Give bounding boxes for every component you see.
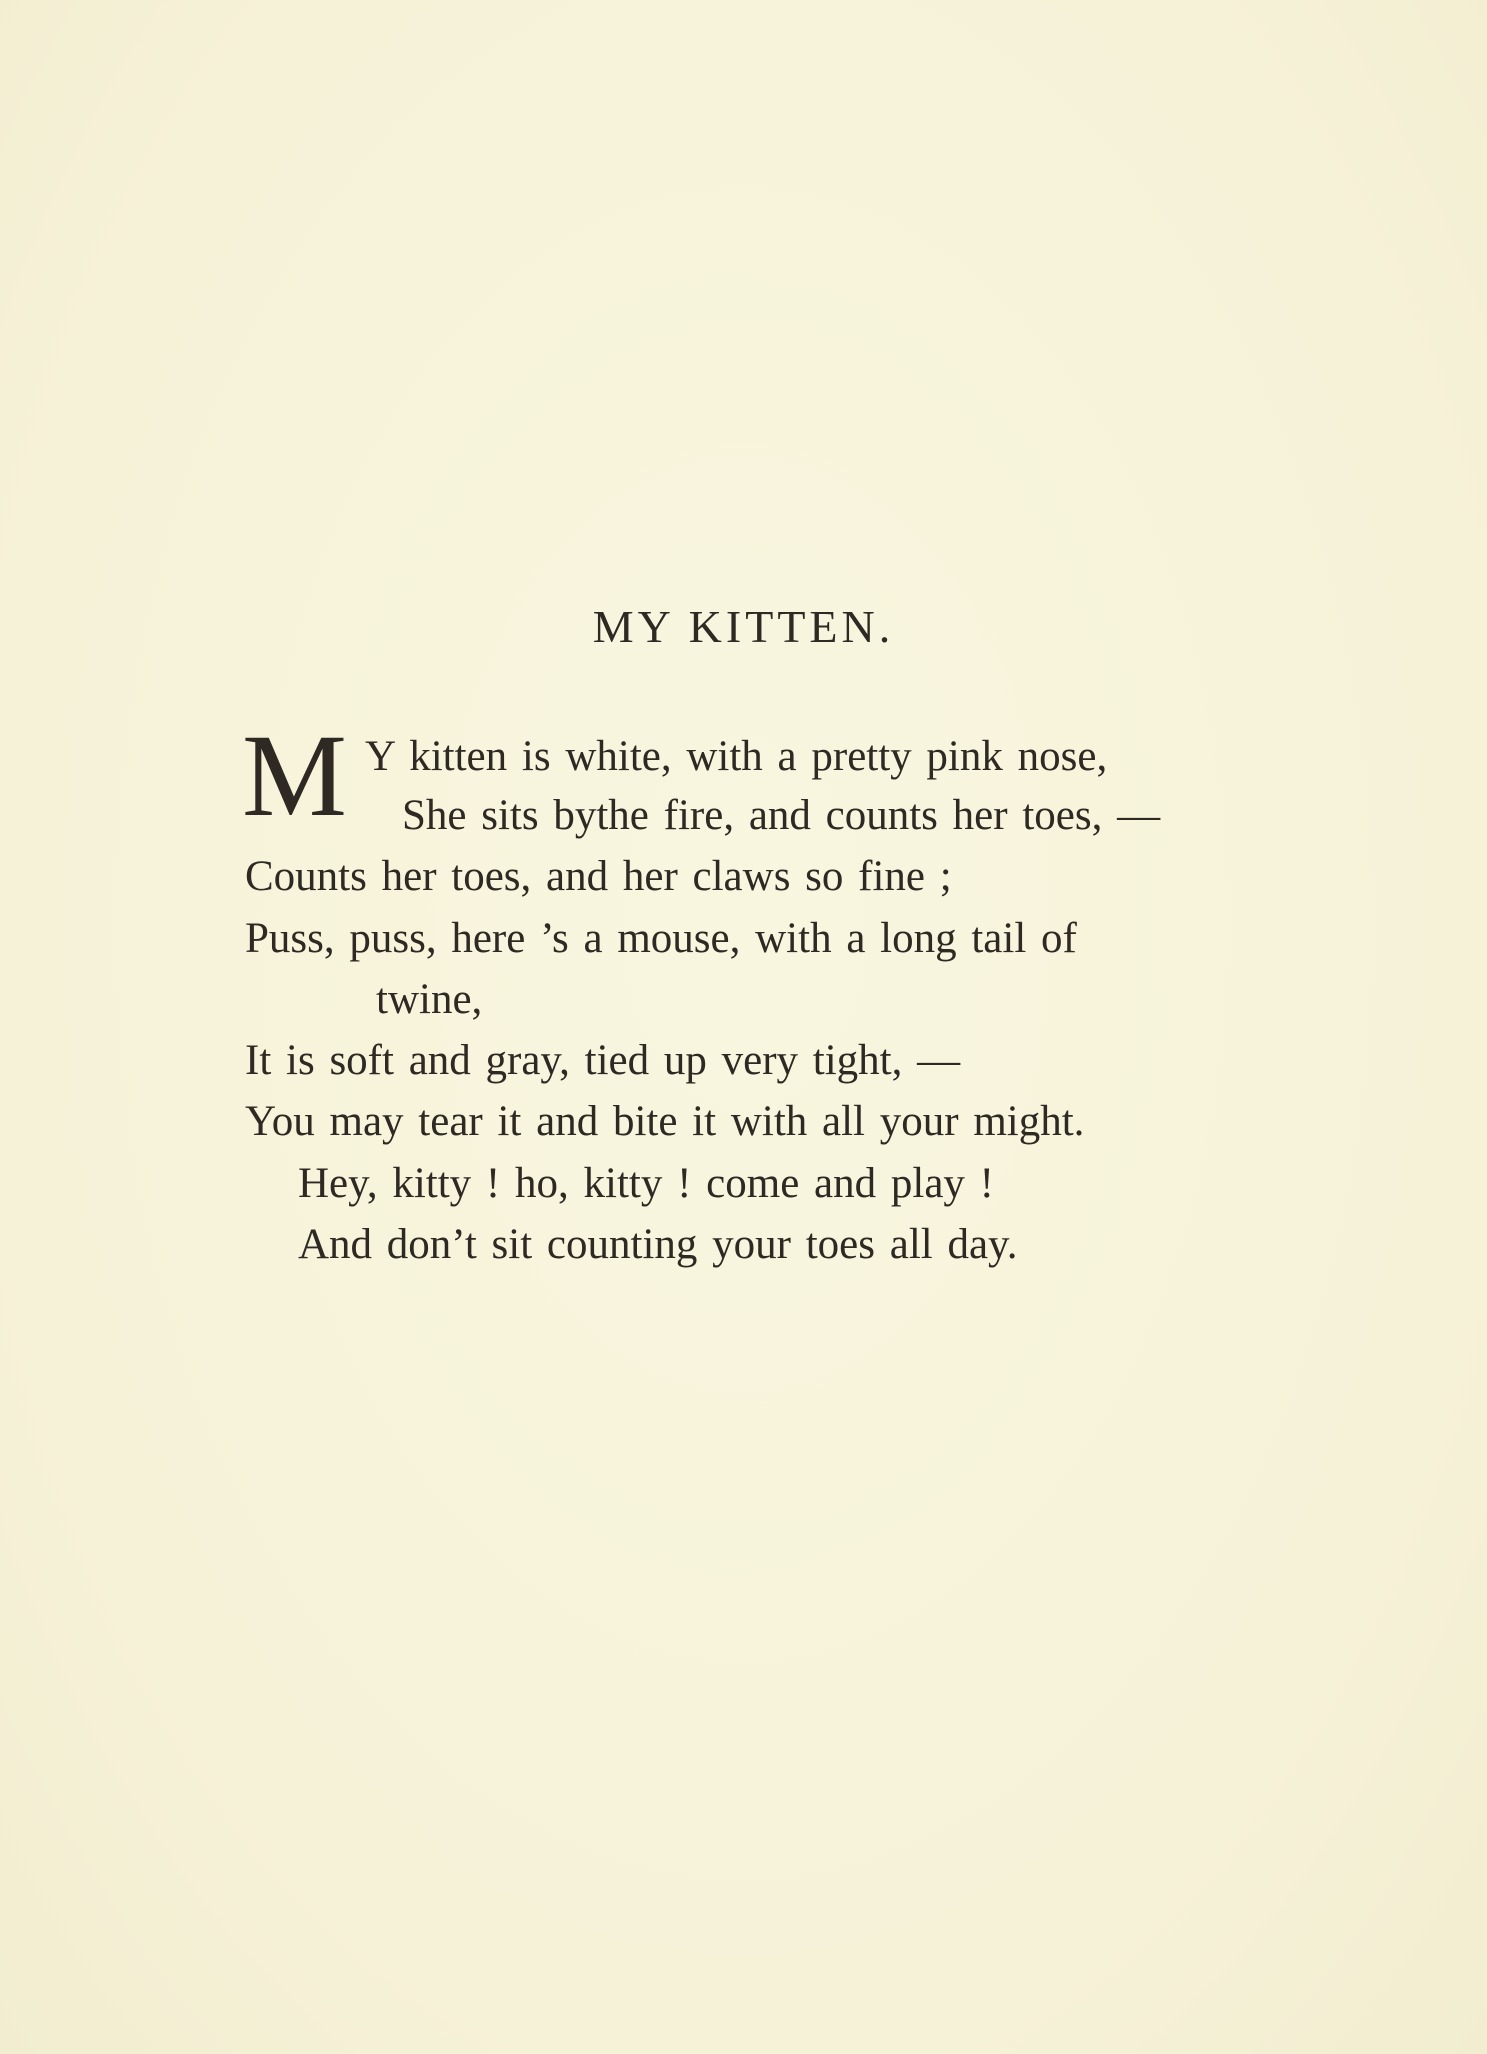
- drop-cap: M: [242, 710, 347, 841]
- poem-line-1: Y kitten is white, with a pretty pink nose,: [365, 733, 1108, 780]
- poem-line-9: And don’t sit counting your toes all day.: [298, 1221, 1018, 1268]
- poem-line-6: It is soft and gray, tied up very tight, —: [245, 1037, 961, 1084]
- poem-line-2: She sits bythe fire, and counts her toes, —: [402, 792, 1161, 839]
- poem-line-5: twine,: [376, 976, 483, 1023]
- poem-line-7: You may tear it and bite it with all your might.: [245, 1098, 1085, 1145]
- poem-line-4: Puss, puss, here ’s a mouse, with a long tail of: [245, 915, 1077, 962]
- poem-title: MY KITTEN.: [592, 601, 895, 652]
- poem-line-8: Hey, kitty ! ho, kitty ! come and play !: [298, 1160, 994, 1207]
- poem-line-3: Counts her toes, and her claws so fine ;: [245, 853, 952, 900]
